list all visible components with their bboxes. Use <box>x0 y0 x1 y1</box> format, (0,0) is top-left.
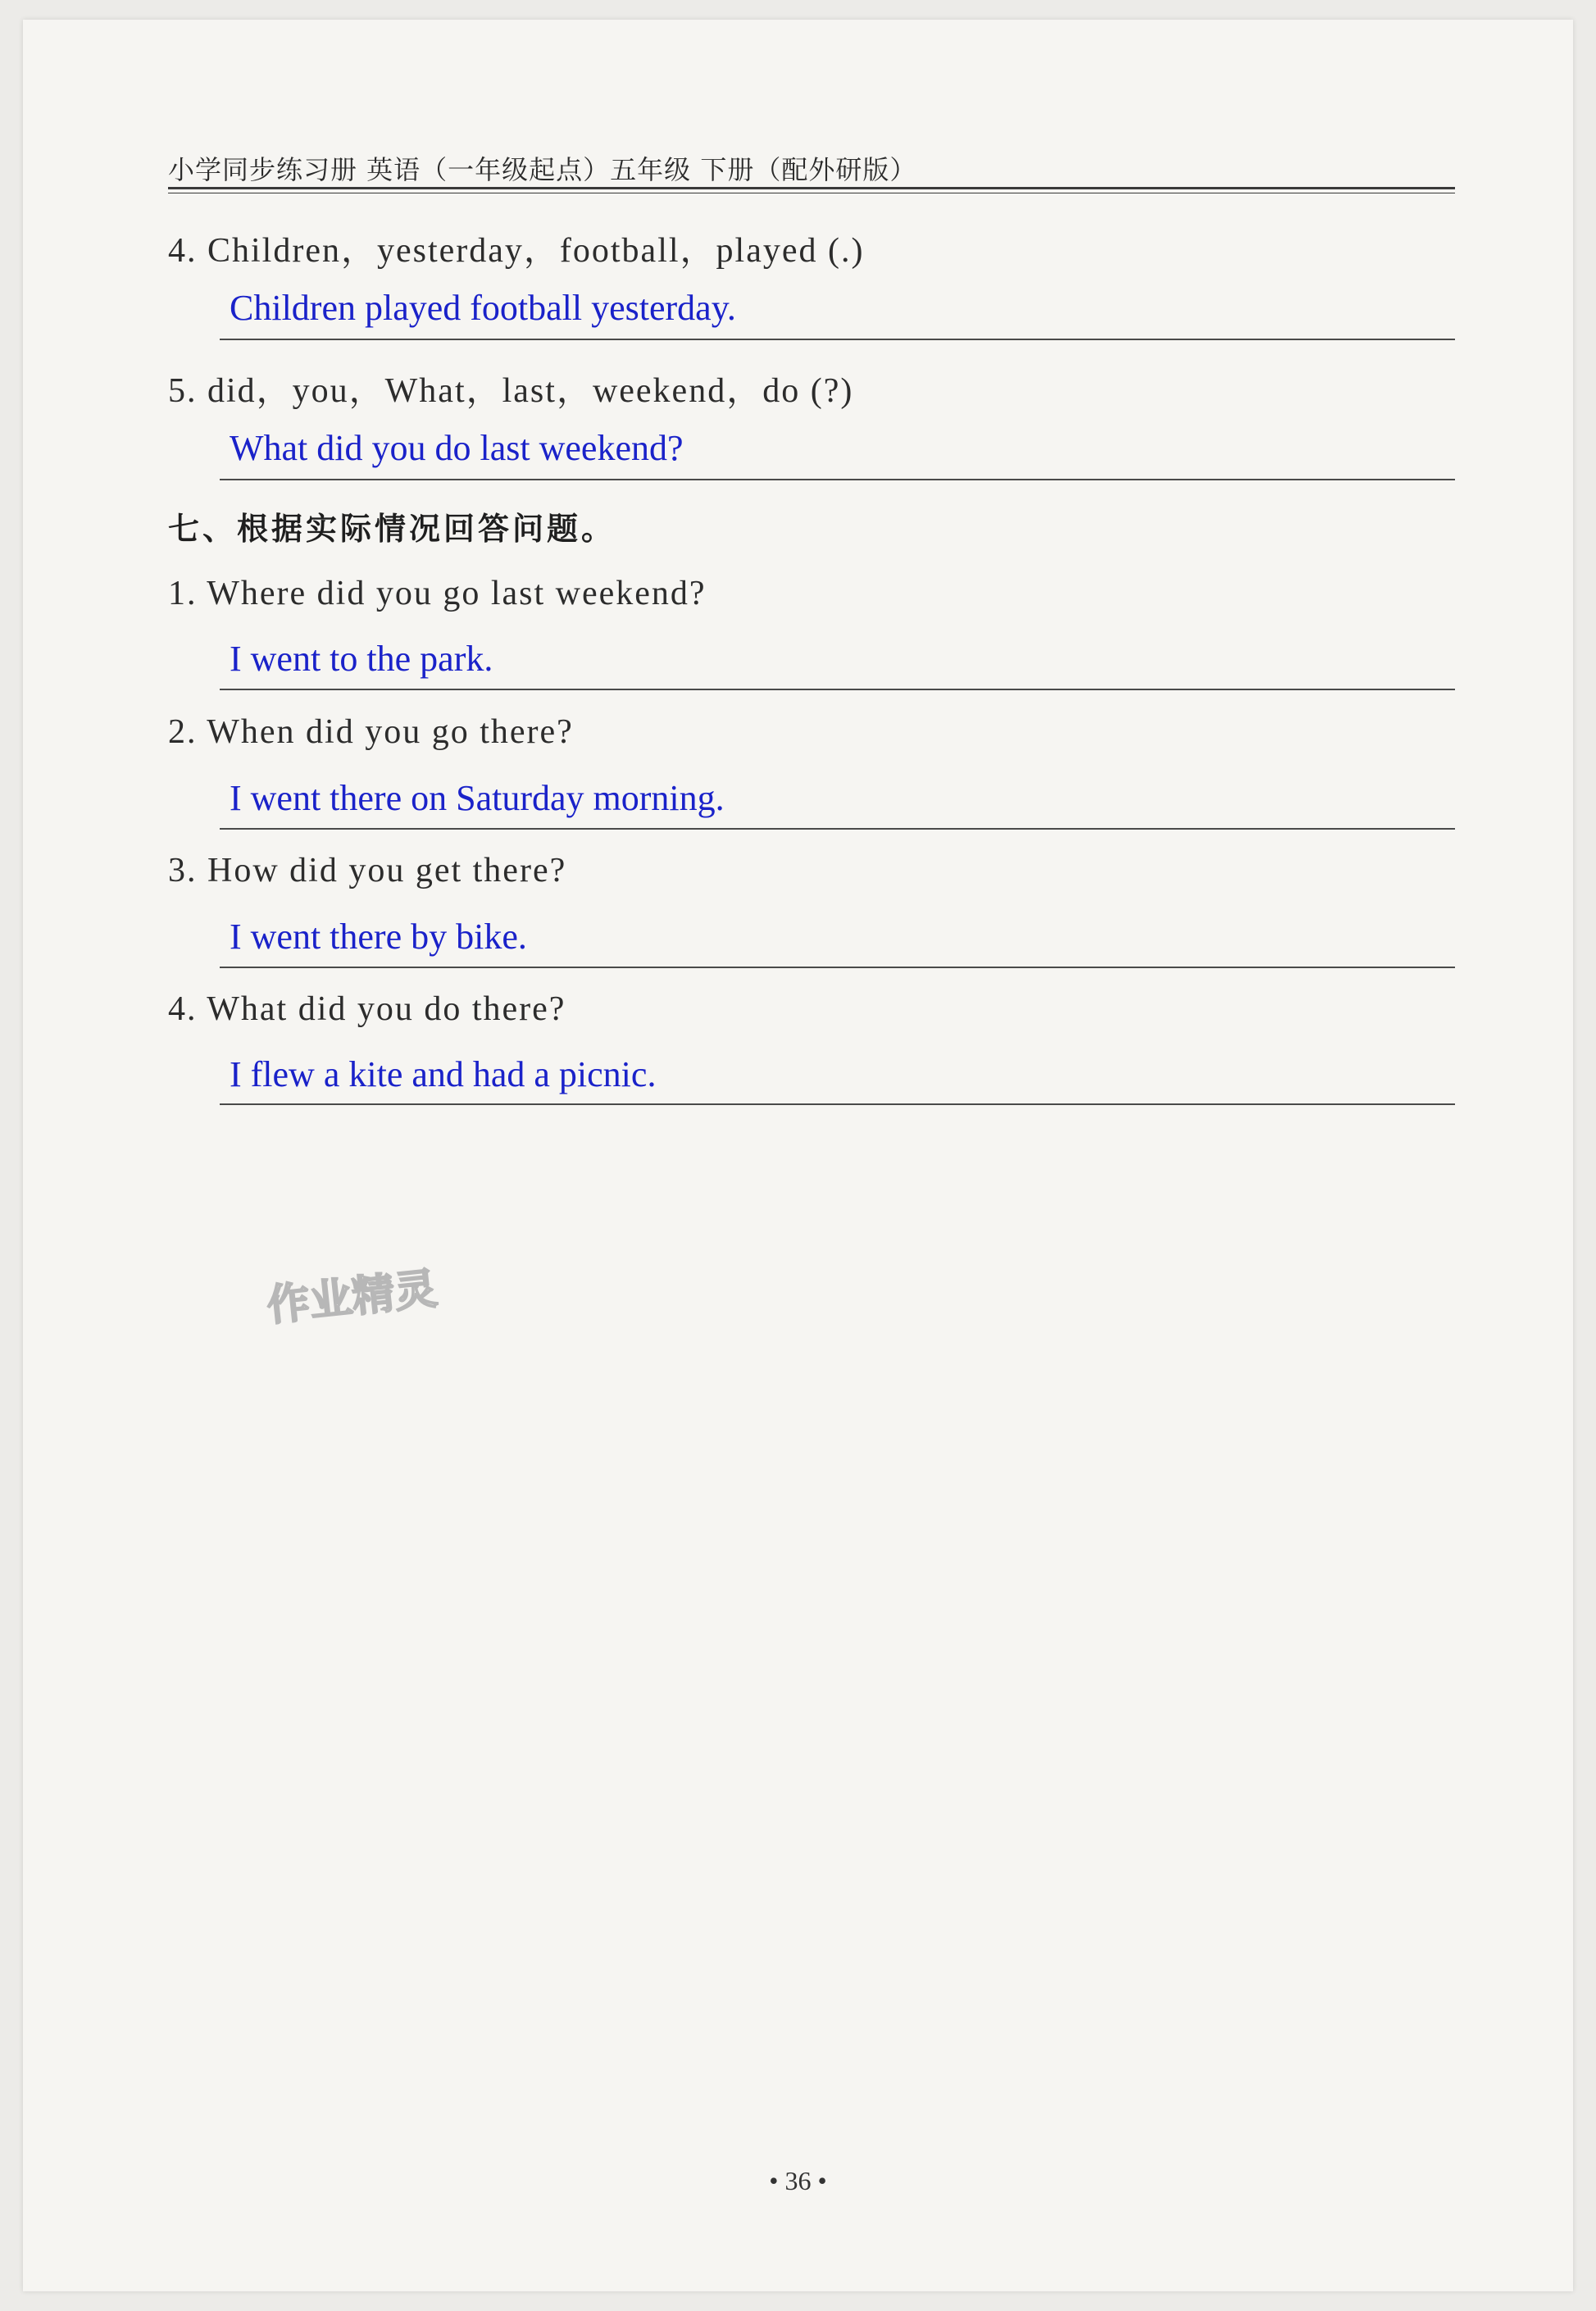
reorder-prompt-4: 4. Children，yesterday，football，played (.) <box>168 232 865 270</box>
answer-4: I flew a kite and had a picnic. <box>230 1054 657 1094</box>
answer-line <box>220 339 1455 340</box>
page-number: • 36 • <box>769 2166 827 2195</box>
question-2: 2. When did you go there? <box>168 713 574 751</box>
watermark-logo: 作业精灵 <box>265 1264 440 1331</box>
reorder-prompt-5: 5. did，you，What，last，weekend，do (?) <box>168 372 854 410</box>
reorder-answer-4: Children played football yesterday. <box>230 288 736 328</box>
answer-line <box>220 689 1455 690</box>
answer-line <box>220 479 1455 480</box>
question-3: 3. How did you get there? <box>168 852 567 889</box>
reorder-answer-5: What did you do last weekend? <box>230 428 684 468</box>
question-1: 1. Where did you go last weekend? <box>168 575 707 612</box>
answer-3: I went there by bike. <box>230 917 527 957</box>
running-header: 小学同步练习册 英语（一年级起点）五年级 下册（配外研版） <box>168 154 917 185</box>
header-rule-thick <box>168 187 1455 189</box>
answer-2: I went there on Saturday morning. <box>230 778 725 818</box>
worksheet-page <box>23 20 1573 2291</box>
question-4: 4. What did you do there? <box>168 990 566 1028</box>
answer-line <box>220 967 1455 968</box>
answer-1: I went to the park. <box>230 639 493 679</box>
section-heading: 七、根据实际情况回答问题。 <box>168 511 616 547</box>
answer-line <box>220 828 1455 830</box>
answer-line <box>220 1103 1455 1105</box>
